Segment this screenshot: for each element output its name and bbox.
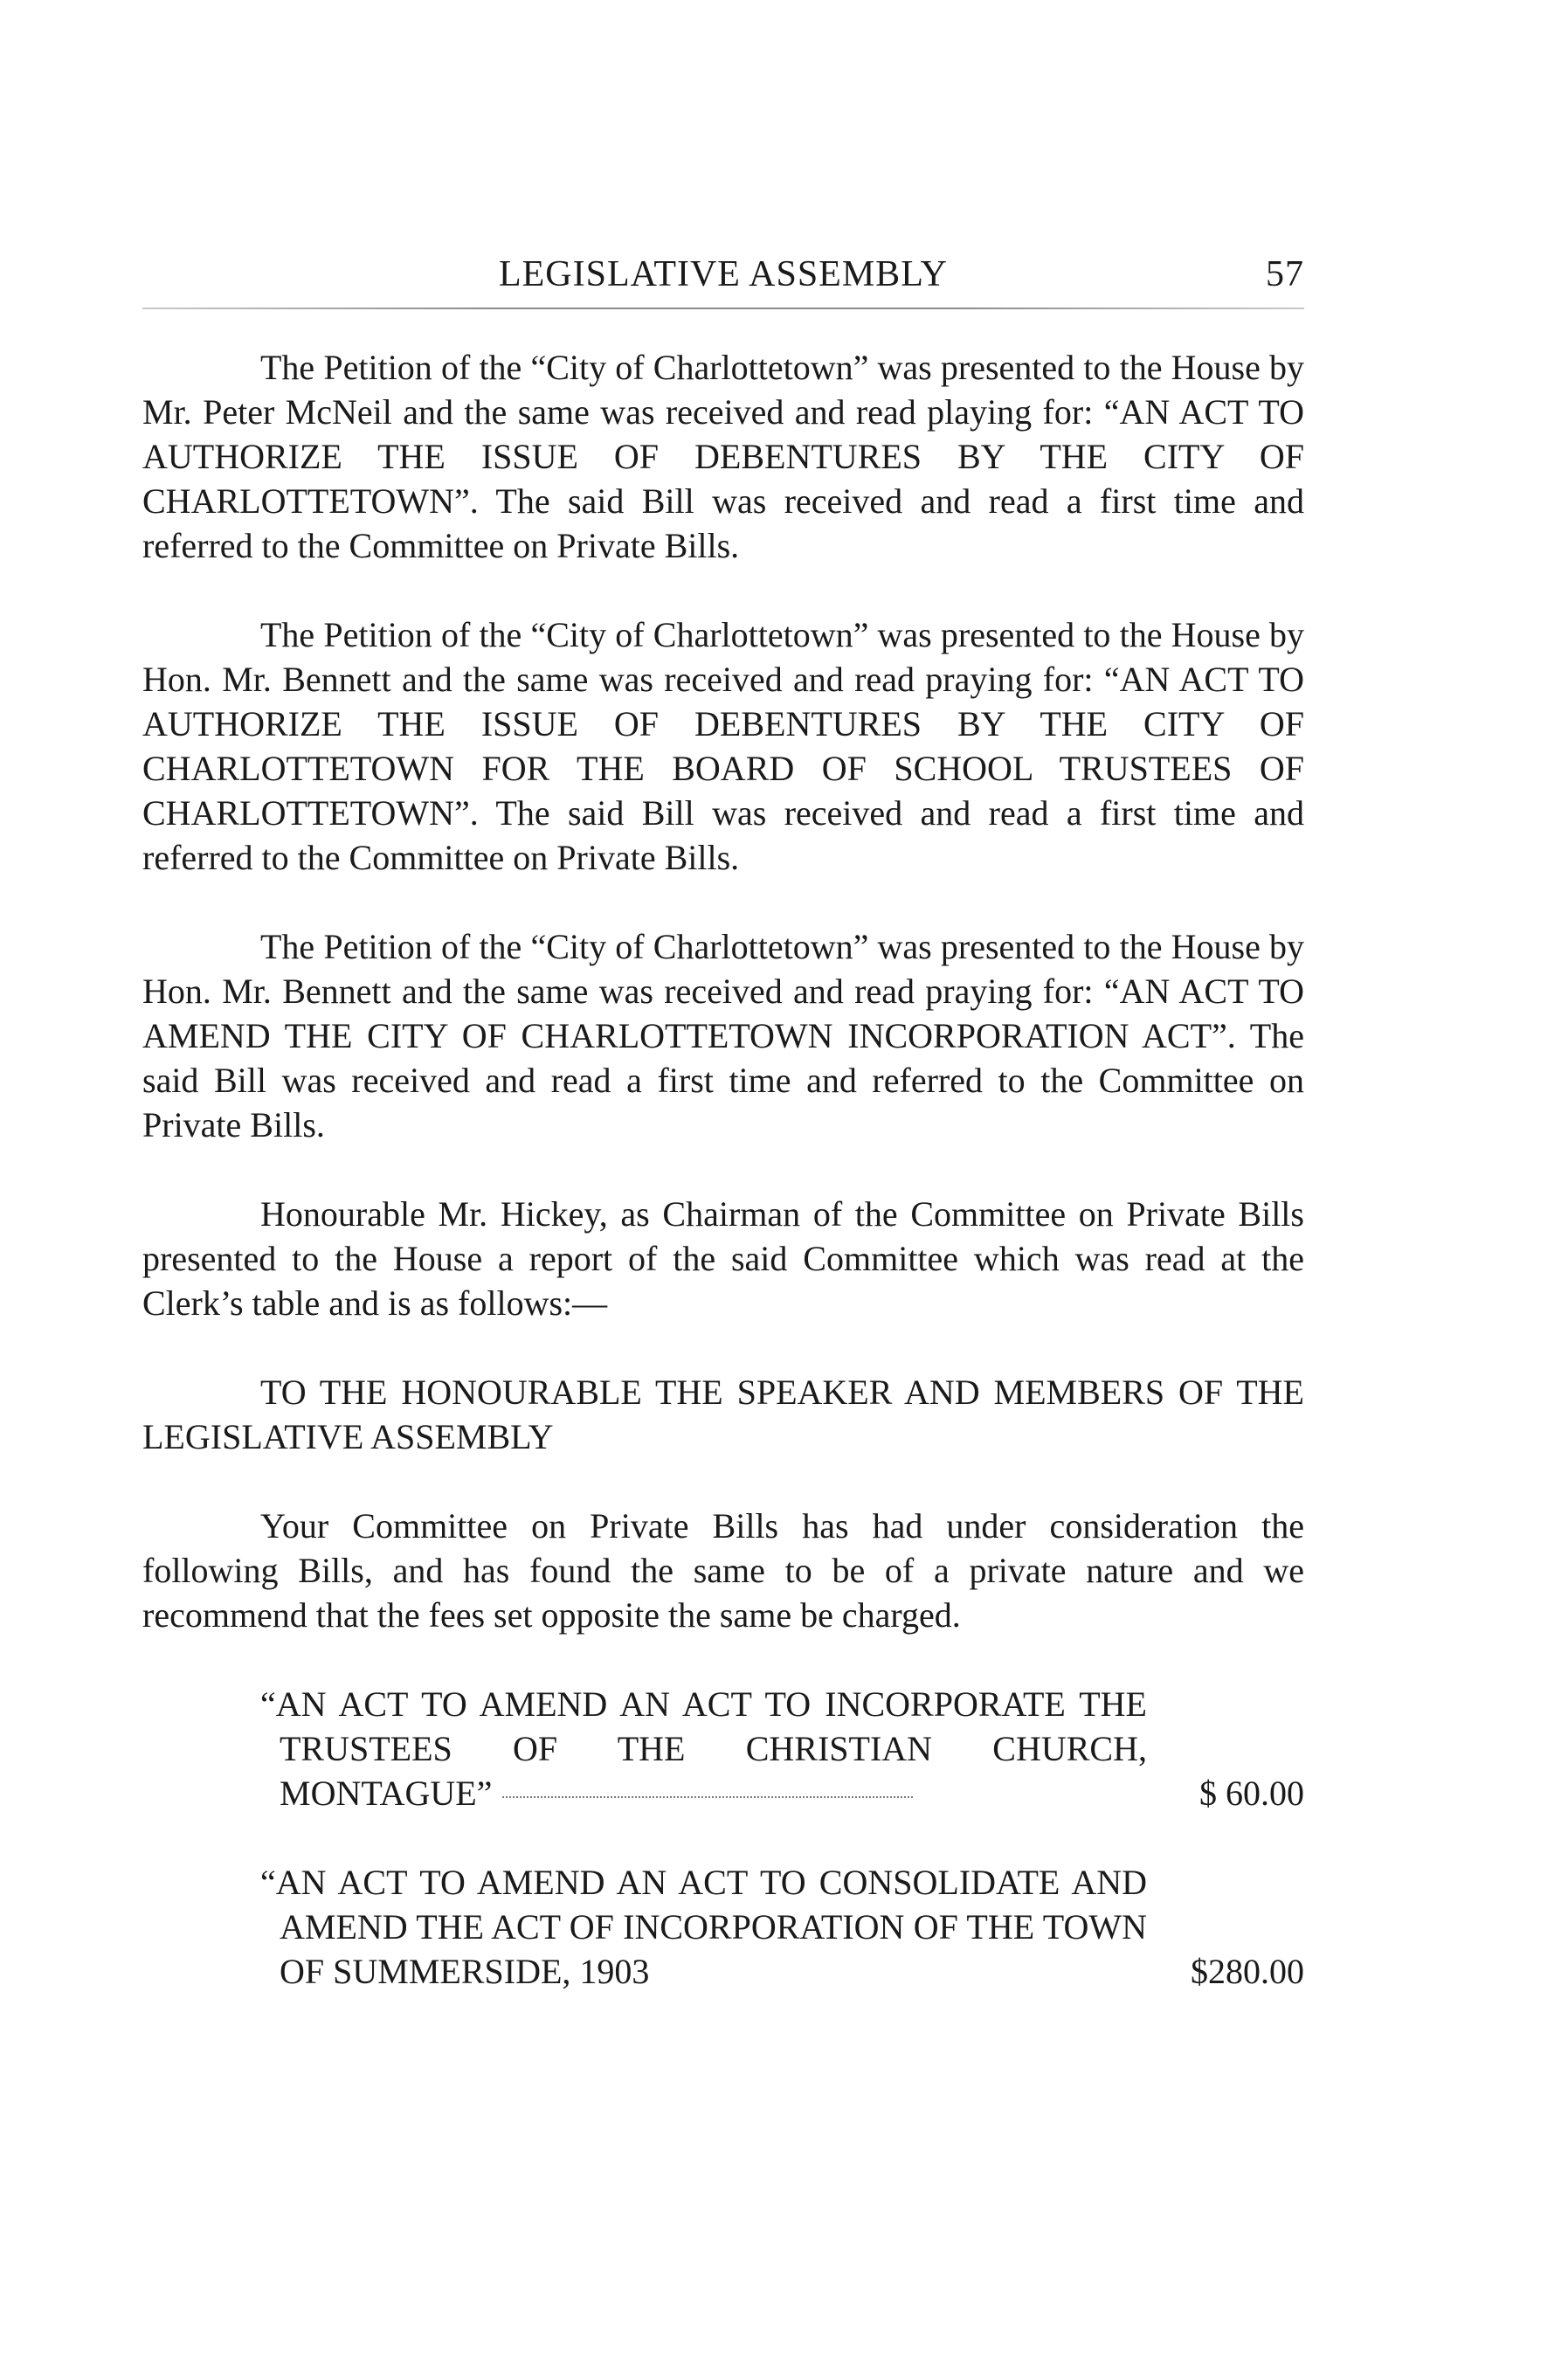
body-text <box>142 345 1304 1994</box>
dot-leader <box>502 1796 913 1798</box>
page-number: 57 <box>1266 254 1304 294</box>
document-page <box>142 253 1304 2038</box>
report-body: Your Committee on Private Bills has had under consideration the following Bills, and has found the same to be of a private nature and we recommend that the fees set opposite the same be charged. <box>142 1506 1304 1635</box>
bill-title: “AN ACT TO AMEND AN ACT TO CONSOLIDATE AND AMEND THE ACT OF INCORPORATION OF THE TOWN OF SUMMERSIDE, 1903 <box>260 1863 1147 1991</box>
paragraph-petition-incorporation: The Petition of the “City of Charlottetown” was presented to the House by Hon. Mr. Bennett and the same was received and read praying for: “AN ACT TO AMEND THE CITY OF CHARLOTTETOWN INCORPORATION ACT”. The said Bill was received and read a first time and referred to the Committee on Private Bills. <box>142 927 1304 1144</box>
paragraph-petition-school-trustees: The Petition of the “City of Charlottetown” was presented to the House by Hon. Mr. Bennett and the same was received and read praying for: “AN ACT TO AUTHORIZE THE ISSUE OF DEBENTURES BY THE CITY OF CHARLOTTETOWN FOR THE BOARD OF SCHOOL TRUSTEES OF CHARLOTTETOWN”. The said Bill was received and read a first time and referred to the Committee on Private Bills. <box>142 615 1304 877</box>
running-title: LEGISLATIVE ASSEMBLY <box>499 254 948 294</box>
bill-fee: $280.00 <box>1191 1952 1304 1991</box>
bill-fee-list <box>260 1682 1304 1994</box>
bill-entry <box>260 1860 1304 1994</box>
bill-fee: $ 60.00 <box>1199 1774 1304 1813</box>
running-header <box>142 253 1304 306</box>
bill-title: “AN ACT TO AMEND AN ACT TO INCORPORATE THE TRUSTEES OF THE CHRISTIAN CHURCH, MONTAGUE” <box>260 1684 1147 1813</box>
report-address: TO THE HONOURABLE THE SPEAKER AND MEMBERS OF THE LEGISLATIVE ASSEMBLY <box>142 1373 1304 1456</box>
paragraph-committee-report-intro: Honourable Mr. Hickey, as Chairman of the Committee on Private Bills presented to the House a report of the said Committee which was read at the Clerk’s table and is as follows:— <box>142 1194 1304 1323</box>
paragraph-petition-mcneil: The Petition of the “City of Charlottetown” was presented to the House by Mr. Peter McNeil and the same was received and read playing for: “AN ACT TO AUTHORIZE THE ISSUE OF DEBENTURES BY THE CITY OF CHARLOTTETOWN”. The said Bill was received and read a first time and referred to the Committee on Private Bills. <box>142 348 1304 565</box>
header-rule <box>142 308 1304 309</box>
bill-entry <box>260 1682 1304 1815</box>
